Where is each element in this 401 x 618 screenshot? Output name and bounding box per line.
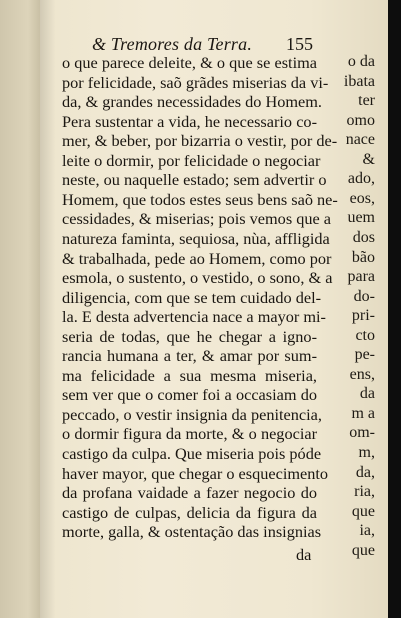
text-line: da, & grandes necessidades do Homem.	[62, 92, 322, 112]
facing-page-line-fragment: om-	[349, 424, 375, 442]
facing-page-line-fragment: dos	[352, 228, 375, 246]
facing-page-line-fragment: que	[351, 541, 375, 559]
catchword: da	[296, 545, 312, 564]
facing-page-line-fragment: m,	[358, 444, 375, 461]
text-line: la. E desta advertencia nace a mayor mi-	[62, 307, 326, 327]
text-line: sem ver que o comer foi a occasiam do	[62, 385, 317, 405]
text-line: Homem, que todos estes seus bens saõ ne-	[62, 189, 338, 209]
facing-page-line-fragment: uem	[347, 209, 375, 227]
facing-page-line-fragment: bão	[351, 248, 375, 266]
text-line: o dormir figura da morte, & o negociar	[62, 424, 317, 444]
text-line: por felicidade, saõ grãdes miserias da vi-	[62, 72, 329, 92]
facing-page-line-fragment: que	[351, 502, 375, 520]
facing-page-line-fragment: ter	[358, 92, 375, 110]
text-line: cessidades, & miserias; pois vemos que a	[62, 209, 332, 229]
text-line: esmola, o sustento, o vestido, o sono, & a	[62, 268, 333, 288]
text-line: & trabalhada, pede ao Homem, como por	[62, 248, 332, 268]
text-line: seria de todas, que he chegar a igno-	[62, 326, 317, 346]
text-line: ma felicidade a sua mesma miseria,	[62, 365, 317, 385]
facing-page-line-fragment: omo	[346, 111, 375, 129]
facing-page-line-fragment: eos,	[349, 189, 375, 207]
text-line: castigo de culpas, delicia da figura da	[62, 502, 317, 522]
facing-page-line-fragment: m a	[351, 404, 375, 422]
facing-page-edge	[0, 0, 40, 618]
facing-page-line-fragment: cto	[355, 326, 375, 344]
facing-page-line-fragment: da	[359, 385, 375, 403]
facing-page-line-fragment: ia,	[359, 522, 375, 540]
facing-page-line-fragment: pri-	[351, 307, 375, 325]
facing-page-line-fragment: pe-	[354, 346, 375, 364]
text-line: rancia humana a ter, & amar por sum-	[62, 346, 317, 366]
text-line: leite o dormir, por felicidade o negociar	[62, 150, 321, 170]
text-line: peccado, o vestir insignia da penitencia,	[62, 404, 322, 424]
facing-page-line-fragment: o da	[347, 53, 375, 70]
text-line: morte, galla, & ostentação das insignias	[62, 522, 322, 542]
facing-page-line-fragment: ens,	[349, 365, 375, 383]
facing-page-line-fragment: nace	[345, 131, 375, 149]
facing-page-line-fragment: para	[347, 268, 375, 286]
running-title: & Tremores da Terra.	[92, 34, 253, 54]
facing-page-line-fragment: da,	[355, 463, 375, 481]
facing-page-line-fragment: ado,	[347, 170, 375, 188]
facing-page-line-fragment: ria,	[354, 483, 375, 501]
text-line: castigo da culpa. Que miseria pois póde	[62, 444, 322, 463]
text-line: neste, ou naquelle estado; sem advertir o	[62, 170, 327, 190]
text-line: haver mayor, que chegar o esquecimento	[62, 463, 329, 483]
text-line: diligencia, com que se tem cuidado del-	[62, 287, 322, 307]
text-line: Pera sustentar a vida, he necessario co-	[62, 111, 317, 131]
text-line: o que parece deleite, & o que se estima	[62, 53, 317, 72]
page-gutter	[40, 0, 56, 618]
text-line: mer, & beber, por bizarria o vestir, por de-	[62, 131, 338, 151]
text-line: da profana vaidade a fazer negocio do	[62, 483, 317, 503]
facing-page-line-fragment: ibata	[343, 72, 375, 90]
facing-page-line-fragment: do-	[353, 287, 375, 305]
facing-page-line-fragment: &	[362, 150, 375, 168]
text-line: natureza faminta, sequiosa, nùa, affligida	[62, 228, 330, 248]
page-number: 155	[286, 34, 313, 54]
